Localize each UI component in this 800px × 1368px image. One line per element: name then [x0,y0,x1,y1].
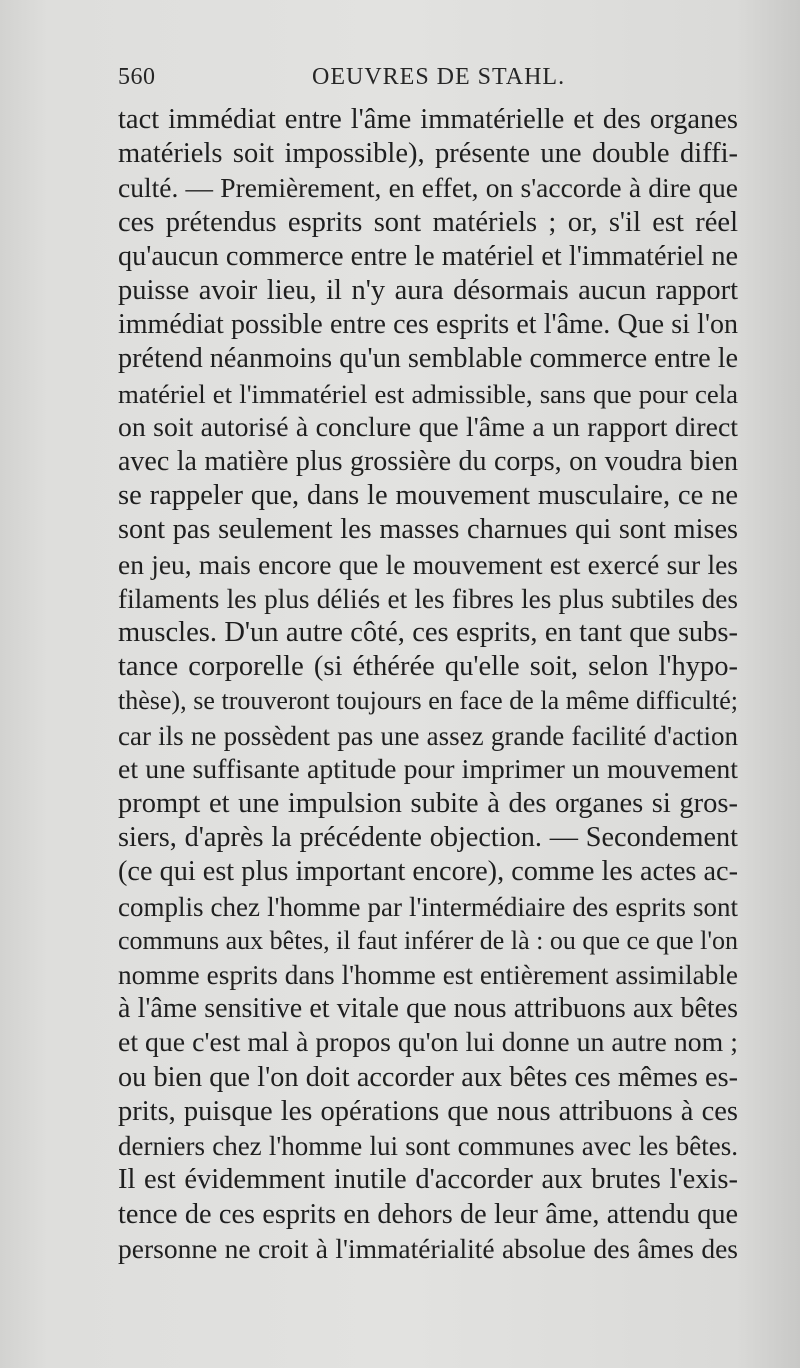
text-line: culté. — Premièrement, en effet, on s'accorde à dire que [118,172,738,204]
body-text [118,103,738,1266]
text-line: se rappeler que, dans le mouvement musculaire, ce ne [118,480,738,512]
text-line: complis chez l'homme par l'intermédiaire des esprits sont [118,891,738,922]
text-line: avec la matière plus grossière du corps, on voudra bien [118,446,738,478]
text-line: (ce qui est plus important encore), comme les actes ac- [118,856,738,888]
text-line: sont pas seulement les masses charnues qui sont mises [118,514,738,546]
text-line: immédiat possible entre ces esprits et l'âme. Que si l'on [118,309,738,341]
page-header [118,64,758,104]
text-line: personne ne croit à l'immatérialité absolue des âmes des [118,1232,738,1264]
text-line: en jeu, mais encore que le mouvement est exercé sur les [118,548,738,580]
text-line: tact immédiat entre l'âme immatérielle et des organes [118,104,738,135]
text-line: et une suffisante aptitude pour imprimer un mouvement [118,753,738,785]
text-line: tance corporelle (si éthérée qu'elle soit, selon l'hypo- [118,651,738,683]
text-line: matériels soit impossible), présente une double diffi- [118,138,738,170]
text-line: et que c'est mal à propos qu'on lui donne un autre nom ; [118,1027,738,1059]
text-line: tence de ces esprits en dehors de leur âme, attendu que [118,1198,738,1230]
text-line: Il est évidemment inutile d'accorder aux brutes l'exis- [118,1164,738,1196]
text-line: car ils ne possèdent pas une assez grande facilité d'action [118,720,738,751]
text-line: nomme esprits dans l'homme est entièrement assimilable [118,960,738,991]
text-line: matériel et l'immatériel est admissible, sans que pour cela [118,378,738,409]
text-line: communs aux bêtes, il faut inférer de là : ou que ce que l'on [118,925,738,955]
text-line: prits, puisque les opérations que nous attribuons à ces [118,1095,738,1127]
text-line: filaments les plus déliés et les fibres les plus subtiles des [118,583,738,614]
text-line: on soit autorisé à conclure que l'âme a un rapport direct [118,411,738,443]
text-line: ces prétendus esprits sont matériels ; or, s'il est réel [118,206,738,238]
text-line: siers, d'après la précédente objection. — Secondement [118,822,738,854]
page-number: 560 [118,64,156,90]
text-line: derniers chez l'homme lui sont communes avec les bêtes. [118,1131,738,1162]
text-line: qu'aucun commerce entre le matériel et l'immatériel ne [118,240,738,272]
text-line: thèse), se trouveront toujours en face de la même difficulté; [118,686,738,716]
running-title: OEUVRES DE STAHL. [312,64,566,90]
text-line: puisse avoir lieu, il n'y aura désormais aucun rapport [118,275,738,307]
text-line: prétend néanmoins qu'un semblable commerce entre le [118,343,739,375]
text-line: prompt et une impulsion subite à des organes si gros- [118,788,738,820]
text-line: muscles. D'un autre côté, ces esprits, en tant que subs- [118,617,738,649]
text-line: ou bien que l'on doit accorder aux bêtes ces mêmes es- [118,1061,738,1093]
text-line: à l'âme sensitive et vitale que nous attribuons aux bêtes [118,993,738,1025]
